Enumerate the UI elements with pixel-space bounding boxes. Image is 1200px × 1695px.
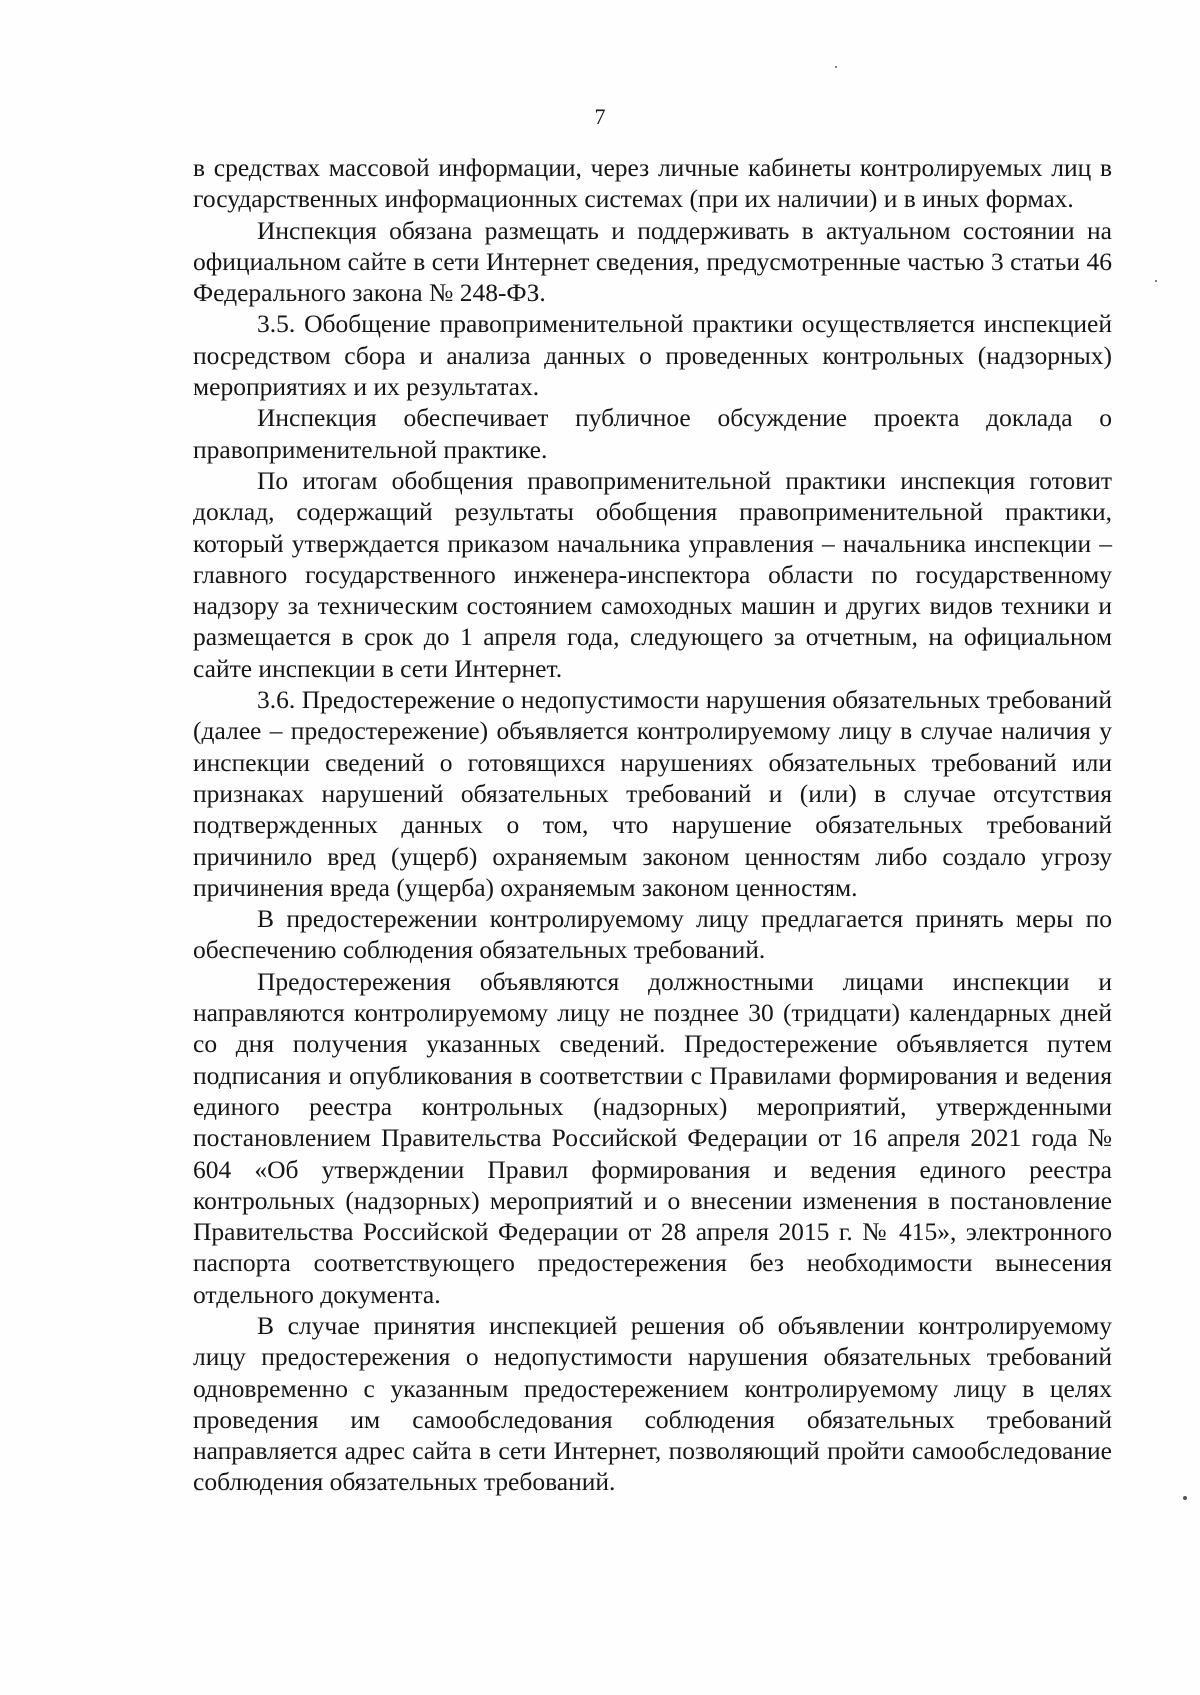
paragraph-warning-procedure: Предостережения объявляются должностными лицами инспекции и направляются контролируемому лицу не позднее 30 (тридцати) календарных дней со дня получения указанных сведений. Предостережение объявляется путем подписания и опубликования в соответствии с Правилами формирования и ведения единого реестра контрольных (надзорных) мероприятий, утвержденными постановлением Правительства Российской Федерации от 16 апреля 2021 года № 604 «Об утверждении Правил формирования и ведения единого реестра контрольных (надзорных) мероприятий и о внесении изменения в постановление Правительства Российской Федерации от 28 апреля 2015 г. № 415», электронного паспорта соответствующего предостережения без необходимости вынесения отдельного документа. <box>193 966 1112 1309</box>
document-body <box>193 152 1112 1498</box>
scan-speck <box>835 66 837 68</box>
paragraph-self-inspection: В случае принятия инспекцией решения об объявлении контролируемому лицу предостережения о недопустимости нарушения обязательных требований одновременно с указанным предостережением контролируемому лицу в целях проведения им самообследования соблюдения обязательных требований направляется адрес сайта в сети Интернет, позволяющий пройти самообследование соблюдения обязательных требований. <box>193 1310 1112 1497</box>
page-number: 7 <box>594 104 606 129</box>
paragraph-warning-measures: В предостережении контролируемому лицу предлагается принять меры по обеспечению соблюдения обязательных требований. <box>193 904 1112 965</box>
scan-speck <box>1155 280 1157 282</box>
paragraph-continuation: в средствах массовой информации, через личные кабинеты контролируемых лиц в государственных информационных системах (при их наличии) и в иных формах. <box>193 153 1112 214</box>
paragraph-public-discussion: Инспекция обеспечивает публичное обсуждение проекта доклада о правоприменительной практике. <box>193 403 1112 464</box>
paragraph-report: По итогам обобщения правоприменительной практики инспекция готовит доклад, содержащий результаты обобщения правоприменительной практики, который утверждается приказом начальника управления – начальника инспекции – главного государственного инженера-инспектора области по государственному надзору за техническим состоянием самоходных машин и других видов техники и размещается в срок до 1 апреля года, следующего за отчетным, на официальном сайте инспекции в сети Интернет. <box>193 465 1112 683</box>
paragraph-inspection-duty: Инспекция обязана размещать и поддерживать в актуальном состоянии на официальном сайте в сети Интернет сведения, предусмотренные частью 3 статьи 46 Федерального закона № 248-ФЗ. <box>193 215 1112 308</box>
paragraph-3-5: 3.5. Обобщение правоприменительной практики осуществляется инспекцией посредством сбора и анализа данных о проведенных контрольных (надзорных) мероприятиях и их результатах. <box>193 309 1112 402</box>
paragraph-3-6: 3.6. Предостережение о недопустимости нарушения обязательных требований (далее – предостережение) объявляется контролируемому лицу в случае наличия у инспекции сведений о готовящихся нарушениях обязательных требований или признаках нарушений обязательных требований и (или) в случае отсутствия подтвержденных данных о том, что нарушение обязательных требований причинило вред (ущерб) охраняемым законом ценностям либо создало угрозу причинения вреда (ущерба) охраняемым законом ценностям. <box>193 685 1112 902</box>
scan-speck <box>1183 1496 1187 1500</box>
